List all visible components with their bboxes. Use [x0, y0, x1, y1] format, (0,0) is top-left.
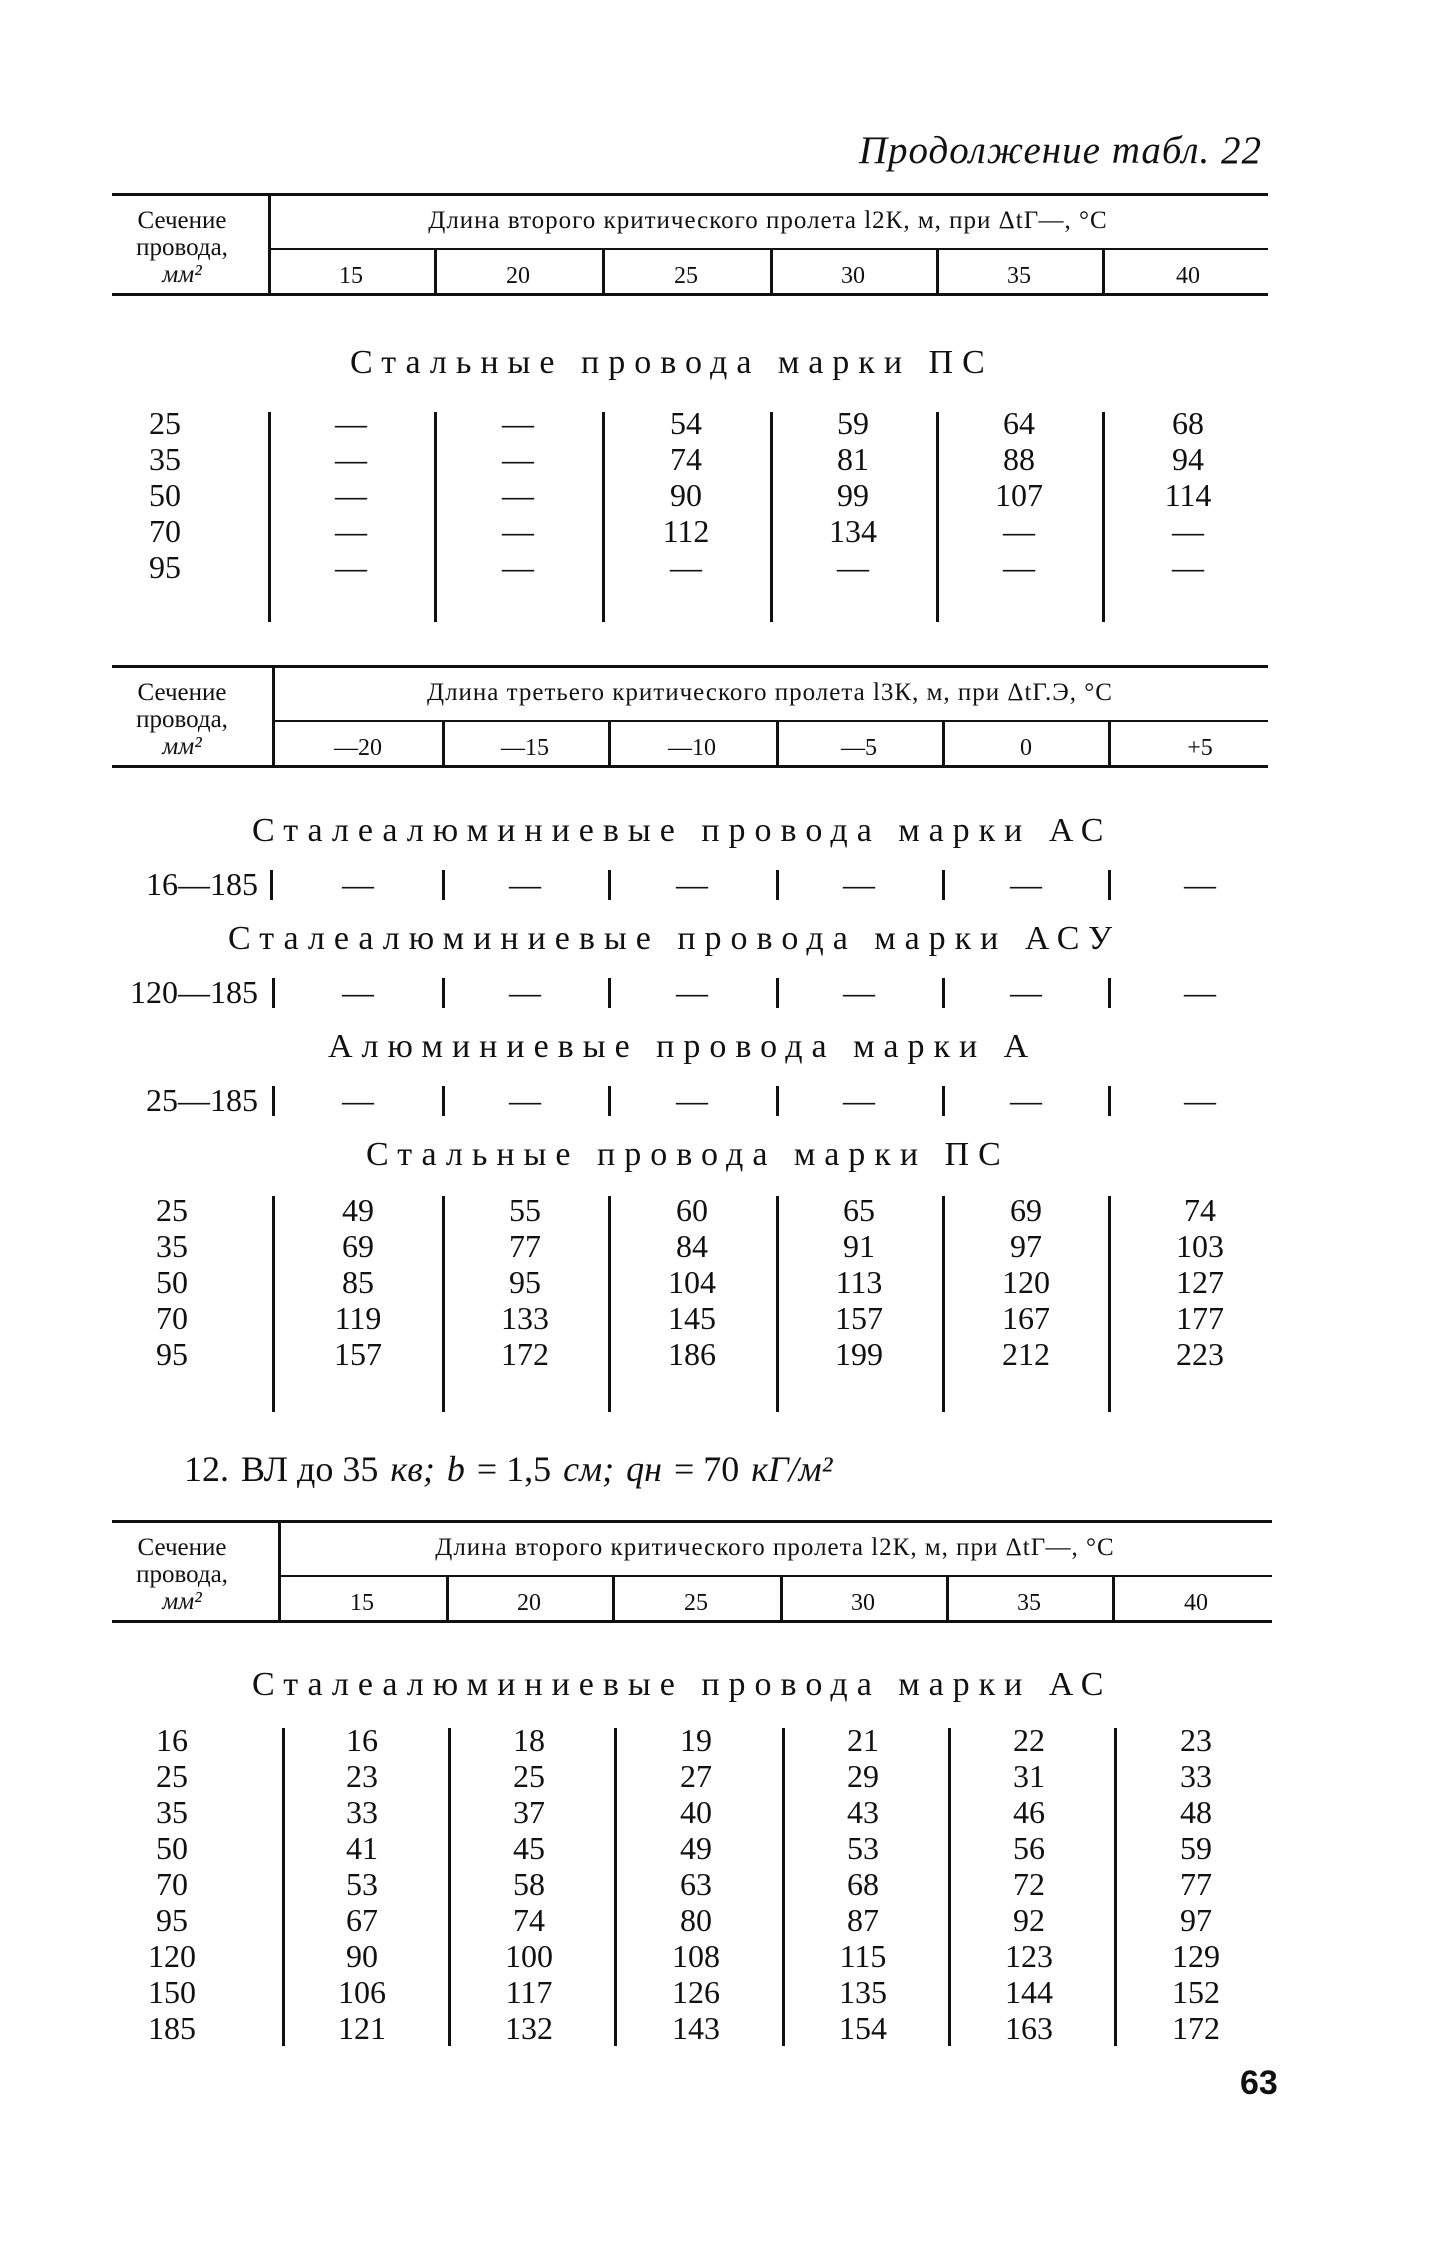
row-label: 35	[149, 441, 181, 477]
table-cell: 106	[338, 1974, 386, 2010]
value-column	[1136, 1722, 1256, 2046]
value-column	[298, 1192, 418, 1372]
table-cell: 59	[837, 405, 869, 441]
value-column	[465, 1192, 585, 1372]
caption-part: qн	[626, 1449, 662, 1489]
row-col-divider	[442, 1086, 445, 1116]
table-cell: —	[843, 1082, 875, 1118]
table1-side-header	[112, 207, 252, 288]
table-cell: 157	[334, 1336, 382, 1372]
table2-body-col-divider	[1108, 1196, 1111, 1412]
table3-header-col-divider	[1112, 1575, 1115, 1620]
table-cell: 33	[346, 1794, 378, 1830]
table3-body-col-divider	[1114, 1728, 1117, 2046]
value-column	[1140, 1192, 1260, 1372]
table1-bottom-rule	[112, 293, 1268, 296]
table-cell: 16	[346, 1722, 378, 1758]
row-col-divider	[942, 1086, 945, 1116]
table-cell: —	[342, 974, 374, 1010]
table1-body-col-divider	[602, 412, 605, 622]
table-cell: 60	[676, 1192, 708, 1228]
row-col-divider	[442, 978, 445, 1008]
row-label: 25	[149, 405, 181, 441]
table-cell: 54	[670, 405, 702, 441]
continuation-heading: Продолжение табл. 22	[858, 129, 1262, 172]
row-col-divider	[1108, 978, 1111, 1008]
table-cell: —	[1172, 513, 1204, 549]
column-header: 20	[517, 1590, 541, 1616]
table-cell: —	[843, 866, 875, 902]
table-cell: 133	[501, 1300, 549, 1336]
section-heading: Сталеалюминиевые провода марки АС	[252, 812, 1113, 849]
value-column	[469, 1722, 589, 2046]
table-cell: —	[335, 405, 367, 441]
table-cell: —	[502, 513, 534, 549]
table-cell: —	[676, 866, 708, 902]
side-header-line: провода,	[136, 706, 228, 733]
table-cell: 49	[680, 1830, 712, 1866]
row-col-divider	[608, 870, 611, 900]
caption-part: b	[446, 1449, 465, 1489]
column-header: 25	[684, 1590, 708, 1616]
section-heading: Стальные провода марки ПС	[366, 1136, 1010, 1173]
table-cell: 59	[1180, 1830, 1212, 1866]
table-cell: 74	[513, 1902, 545, 1938]
table-cell: 127	[1176, 1264, 1224, 1300]
table-cell: 172	[501, 1336, 549, 1372]
table-cell: 27	[680, 1758, 712, 1794]
column-header: —10	[668, 735, 716, 761]
table-cell: —	[502, 477, 534, 513]
row-label: 50	[156, 1264, 188, 1300]
table-cell: 74	[670, 441, 702, 477]
table-cell: 152	[1172, 1974, 1220, 2010]
side-header-line: Сечение	[137, 1534, 227, 1561]
value-column	[302, 1722, 422, 2046]
table3-header-col-divider	[780, 1575, 783, 1620]
row-label: 95	[149, 549, 181, 585]
table-cell: —	[335, 549, 367, 585]
table-cell: 121	[338, 2010, 386, 2046]
table1-mid-rule	[268, 248, 1268, 250]
table-cell: 58	[513, 1866, 545, 1902]
range-divider	[272, 978, 275, 1008]
value-column	[626, 405, 746, 585]
table2-body-col-divider	[272, 1196, 275, 1412]
row-label: 70	[156, 1866, 188, 1902]
table1-body-col-divider	[1102, 412, 1105, 622]
row-col-divider	[776, 978, 779, 1008]
row-label: 95	[156, 1336, 188, 1372]
value-column	[636, 1722, 756, 2046]
row-label-column	[115, 405, 215, 585]
table-cell: 108	[672, 1938, 720, 1974]
table2-mid-rule	[272, 720, 1268, 722]
column-header: 30	[841, 263, 865, 289]
column-header: +5	[1187, 735, 1213, 761]
table1-body-col-divider	[268, 412, 271, 622]
table1-header-col-divider	[1102, 248, 1105, 293]
column-header: 25	[674, 263, 698, 289]
table-cell: —	[502, 549, 534, 585]
table-cell: 95	[509, 1264, 541, 1300]
table-cell: 104	[668, 1264, 716, 1300]
table-cell: 68	[847, 1866, 879, 1902]
row-label: 16	[156, 1722, 188, 1758]
table-cell: 37	[513, 1794, 545, 1830]
table-cell: 81	[837, 441, 869, 477]
value-column	[966, 1192, 1086, 1372]
caption-part: кв;	[390, 1449, 435, 1489]
table-cell: —	[1184, 974, 1216, 1010]
table-cell: 143	[672, 2010, 720, 2046]
table3-body-col-divider	[614, 1728, 617, 2046]
table-cell: 120	[1002, 1264, 1050, 1300]
table-cell: 103	[1176, 1228, 1224, 1264]
table3-header-col-divider	[946, 1575, 949, 1620]
table-cell: 53	[847, 1830, 879, 1866]
table3-body-col-divider	[782, 1728, 785, 2046]
side-header-line: провода,	[136, 234, 228, 261]
row-label: 35	[156, 1794, 188, 1830]
table-cell: —	[1184, 1082, 1216, 1118]
table-cell: 100	[505, 1938, 553, 1974]
row-col-divider	[608, 1086, 611, 1116]
table-cell: 69	[342, 1228, 374, 1264]
table-cell: 199	[835, 1336, 883, 1372]
table-cell: —	[1010, 1082, 1042, 1118]
table-cell: 64	[1003, 405, 1035, 441]
table-cell: 33	[1180, 1758, 1212, 1794]
row-col-divider	[608, 978, 611, 1008]
table1-header-col-divider	[602, 248, 605, 293]
column-header: 0	[1020, 735, 1032, 761]
caption-part: = 1,5	[476, 1449, 552, 1489]
table3-header-col-divider	[612, 1575, 615, 1620]
table-cell: 85	[342, 1264, 374, 1300]
column-header: 40	[1176, 263, 1200, 289]
caption-part: 12.	[184, 1449, 229, 1489]
table2-header-col-divider	[776, 720, 779, 765]
row-label-column	[122, 1722, 222, 2046]
table1-header-col-divider	[770, 248, 773, 293]
side-header-line: мм²	[162, 261, 202, 288]
table-cell: 63	[680, 1866, 712, 1902]
table-cell: —	[1172, 549, 1204, 585]
row-label: 70	[149, 513, 181, 549]
table-cell: 135	[839, 1974, 887, 2010]
table-cell: 90	[670, 477, 702, 513]
row-label: 35	[156, 1228, 188, 1264]
table-cell: —	[335, 441, 367, 477]
row-label-column	[122, 1192, 222, 1372]
table-cell: —	[509, 1082, 541, 1118]
side-header-line: провода,	[136, 1561, 228, 1588]
table-cell: 144	[1005, 1974, 1053, 2010]
table-cell: 48	[1180, 1794, 1212, 1830]
table2-bottom-rule	[112, 765, 1268, 768]
table-cell: —	[843, 974, 875, 1010]
table-cell: —	[509, 866, 541, 902]
table-cell: 43	[847, 1794, 879, 1830]
table-cell: 97	[1180, 1902, 1212, 1938]
row-label: 150	[148, 1974, 196, 2010]
table-cell: 40	[680, 1794, 712, 1830]
table-cell: 119	[334, 1300, 382, 1336]
table-cell: —	[676, 974, 708, 1010]
table2-body-col-divider	[442, 1196, 445, 1412]
table-cell: 113	[835, 1264, 883, 1300]
column-header: —5	[841, 735, 877, 761]
table1-header-col-divider	[936, 248, 939, 293]
value-column	[969, 1722, 1089, 2046]
table-cell: 157	[835, 1300, 883, 1336]
table-cell: 126	[672, 1974, 720, 2010]
row-col-divider	[942, 870, 945, 900]
table-cell: 77	[509, 1228, 541, 1264]
column-header: 20	[506, 263, 530, 289]
row-label: 50	[156, 1830, 188, 1866]
table-cell: 74	[1184, 1192, 1216, 1228]
value-column	[793, 405, 913, 585]
table-cell: —	[837, 549, 869, 585]
table1-body-col-divider	[770, 412, 773, 622]
table1-top-rule	[112, 193, 1268, 196]
row-col-divider	[776, 870, 779, 900]
row-label: 25	[156, 1758, 188, 1794]
table2-body-col-divider	[776, 1196, 779, 1412]
table-cell: 90	[346, 1938, 378, 1974]
caption-part: = 70	[673, 1449, 740, 1489]
table2-top-rule	[112, 665, 1268, 668]
table-cell: 112	[662, 513, 710, 549]
caption-part: кГ/м²	[751, 1449, 833, 1489]
table-cell: 23	[346, 1758, 378, 1794]
side-header-line: мм²	[162, 733, 202, 760]
table-cell: 87	[847, 1902, 879, 1938]
table2-column-group-title: Длина третьего критического пролета l3К, м, при ΔtГ.Э, °С	[427, 679, 1113, 706]
table-cell: 67	[346, 1902, 378, 1938]
table-cell: —	[676, 1082, 708, 1118]
section-heading: Сталеалюминиевые провода марки АСУ	[228, 920, 1122, 957]
table-cell: 114	[1164, 477, 1212, 513]
table-cell: 212	[1002, 1336, 1050, 1372]
table3-side-header	[112, 1534, 252, 1615]
table2-body-col-divider	[608, 1196, 611, 1412]
table-cell: 115	[839, 1938, 887, 1974]
table-cell: —	[670, 549, 702, 585]
table-cell: 186	[668, 1336, 716, 1372]
table-cell: 31	[1013, 1758, 1045, 1794]
table3-top-rule	[112, 1520, 1272, 1523]
value-column	[1128, 405, 1248, 585]
table2-side-header	[112, 679, 252, 760]
table-cell: 145	[668, 1300, 716, 1336]
table2-header-col-divider	[942, 720, 945, 765]
table2-header-col-divider	[608, 720, 611, 765]
table-cell: —	[1184, 866, 1216, 902]
table-cell: 84	[676, 1228, 708, 1264]
table-cell: 45	[513, 1830, 545, 1866]
table-cell: 56	[1013, 1830, 1045, 1866]
column-header: 35	[1017, 1590, 1041, 1616]
table-cell: 97	[1010, 1228, 1042, 1264]
table-cell: 123	[1005, 1938, 1053, 1974]
table-cell: 107	[995, 477, 1043, 513]
table1-header-col-divider	[434, 248, 437, 293]
table2-header-col-divider	[1108, 720, 1111, 765]
table-cell: —	[1003, 513, 1035, 549]
table-cell: 132	[505, 2010, 553, 2046]
row-col-divider	[942, 978, 945, 1008]
caption-part: см;	[563, 1449, 615, 1489]
table-cell: —	[335, 513, 367, 549]
table-cell: 80	[680, 1902, 712, 1938]
table-cell: 65	[843, 1192, 875, 1228]
section-heading: Стальные провода марки ПС	[350, 344, 994, 381]
value-column	[291, 405, 411, 585]
range-divider	[270, 870, 273, 900]
table-cell: 69	[1010, 1192, 1042, 1228]
table-cell: 23	[1180, 1722, 1212, 1758]
table3-body-col-divider	[448, 1728, 451, 2046]
value-column	[799, 1192, 919, 1372]
row-col-divider	[442, 870, 445, 900]
table3-mid-rule	[278, 1575, 1272, 1577]
table-cell: 154	[839, 2010, 887, 2046]
table2-body-col-divider	[942, 1196, 945, 1412]
row-col-divider	[1108, 870, 1111, 900]
table-cell: —	[342, 1082, 374, 1118]
row-label: 95	[156, 1902, 188, 1938]
table-cell: 77	[1180, 1866, 1212, 1902]
column-header: —20	[334, 735, 382, 761]
row-label: 185	[148, 2010, 196, 2046]
column-header: 15	[350, 1590, 374, 1616]
table-cell: —	[1010, 866, 1042, 902]
side-header-line: Сечение	[137, 207, 227, 234]
table-cell: 223	[1176, 1336, 1224, 1372]
table-cell: —	[1010, 974, 1042, 1010]
range-label: 25—185	[146, 1082, 258, 1118]
table3-body-col-divider	[282, 1728, 285, 2046]
table-cell: 99	[837, 477, 869, 513]
table1-body-col-divider	[434, 412, 437, 622]
table1-column-group-title: Длина второго критического пролета l2К, м, при ΔtГ—, °С	[428, 207, 1108, 234]
row-label: 50	[149, 477, 181, 513]
table-cell: —	[502, 441, 534, 477]
table-cell: 177	[1176, 1300, 1224, 1336]
table-cell: —	[509, 974, 541, 1010]
table-cell: 55	[509, 1192, 541, 1228]
range-divider	[272, 1086, 275, 1116]
column-header: 35	[1007, 263, 1031, 289]
table-cell: 22	[1013, 1722, 1045, 1758]
table-cell: 19	[680, 1722, 712, 1758]
table3-column-group-title: Длина второго критического пролета l2К, м, при ΔtГ—, °С	[435, 1534, 1115, 1561]
page-number: 63	[1240, 2064, 1278, 2102]
value-column	[959, 405, 1079, 585]
table-cell: 88	[1003, 441, 1035, 477]
column-header: 40	[1184, 1590, 1208, 1616]
column-header: —15	[501, 735, 549, 761]
table-cell: 92	[1013, 1902, 1045, 1938]
table-cell: 167	[1002, 1300, 1050, 1336]
table-cell: 68	[1172, 405, 1204, 441]
row-col-divider	[1108, 1086, 1111, 1116]
table-cell: 18	[513, 1722, 545, 1758]
table-cell: 129	[1172, 1938, 1220, 1974]
table-cell: —	[1003, 549, 1035, 585]
table-cell: 72	[1013, 1866, 1045, 1902]
table-cell: 134	[829, 513, 877, 549]
caption-part: ВЛ до 35	[241, 1449, 379, 1489]
table3-header-col-divider	[446, 1575, 449, 1620]
table-cell: —	[335, 477, 367, 513]
column-header: 15	[339, 263, 363, 289]
range-label: 120—185	[130, 974, 258, 1010]
table-cell: 49	[342, 1192, 374, 1228]
section-heading: Алюминиевые провода марки А	[328, 1028, 1038, 1065]
table-cell: 91	[843, 1228, 875, 1264]
table-cell: 25	[513, 1758, 545, 1794]
table-cell: 163	[1005, 2010, 1053, 2046]
row-label: 25	[156, 1192, 188, 1228]
table-caption	[184, 1448, 844, 1490]
column-header: 30	[851, 1590, 875, 1616]
table-cell: 53	[346, 1866, 378, 1902]
table2-header-col-divider	[442, 720, 445, 765]
range-label: 16—185	[146, 866, 258, 902]
row-label: 70	[156, 1300, 188, 1336]
table-cell: —	[342, 866, 374, 902]
table-cell: 21	[847, 1722, 879, 1758]
table-cell: 117	[505, 1974, 553, 2010]
table-cell: 29	[847, 1758, 879, 1794]
table-cell: 172	[1172, 2010, 1220, 2046]
table-cell: 41	[346, 1830, 378, 1866]
table-cell: —	[502, 405, 534, 441]
table-cell: 46	[1013, 1794, 1045, 1830]
row-label: 120	[148, 1938, 196, 1974]
row-col-divider	[776, 1086, 779, 1116]
value-column	[632, 1192, 752, 1372]
value-column	[803, 1722, 923, 2046]
table3-body-col-divider	[948, 1728, 951, 2046]
side-header-line: мм²	[162, 1588, 202, 1615]
value-column	[458, 405, 578, 585]
table3-bottom-rule	[112, 1620, 1272, 1623]
section-heading: Сталеалюминиевые провода марки АС	[252, 1666, 1113, 1703]
table-cell: 94	[1172, 441, 1204, 477]
side-header-line: Сечение	[137, 679, 227, 706]
table1-body-col-divider	[936, 412, 939, 622]
